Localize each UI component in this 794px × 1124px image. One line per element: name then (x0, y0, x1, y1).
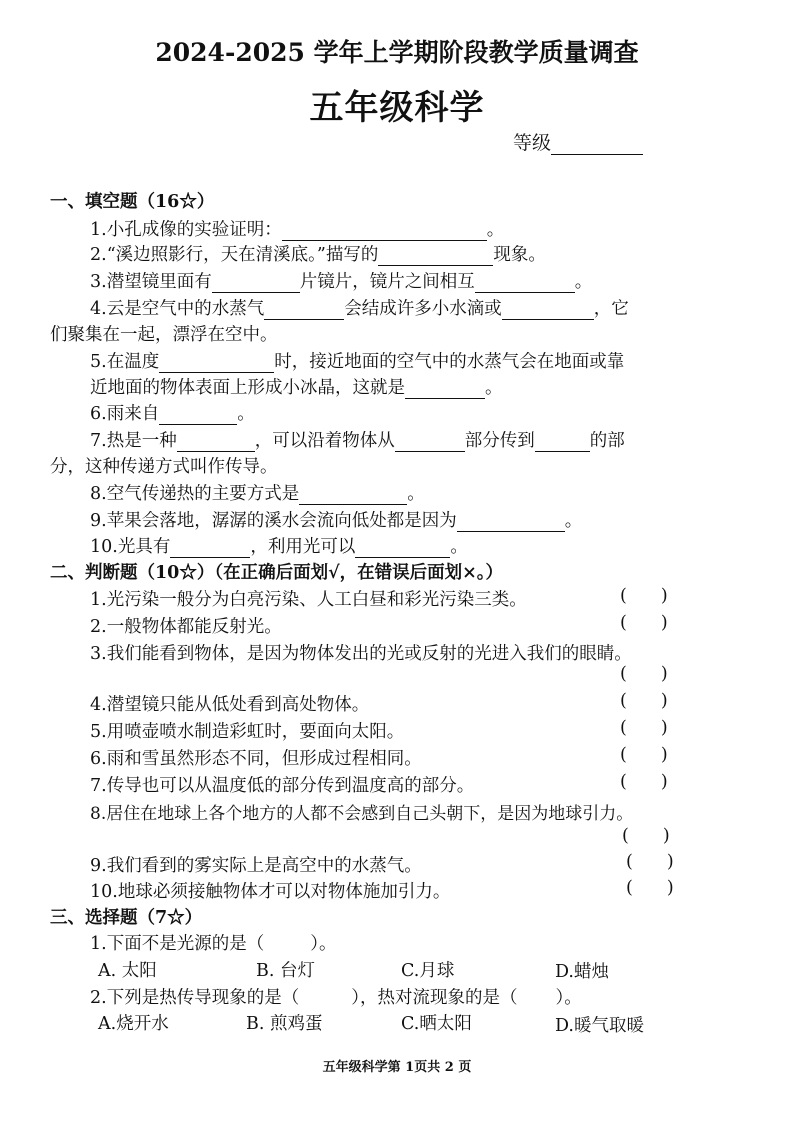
fill-q1-end: 。 (486, 220, 505, 240)
paren-close: ) (662, 826, 670, 846)
grade-label: 等级 (513, 132, 552, 154)
choice-q2-option-d[interactable]: D.暖气取暖 (555, 1016, 644, 1036)
choice-q2-text: 2.下列是热传导现象的是（ (90, 988, 300, 1008)
fill-q8-text: 8.空气传递热的主要方式是 (90, 484, 300, 504)
page-footer: 五年级科学第 1页共 2 页 (322, 1060, 472, 1075)
fill-q7-blank-1[interactable] (177, 434, 255, 452)
paren-close: ) (660, 772, 668, 792)
section2-heading: 二、判断题（10☆）（在正确后面划√，在错误后面划×。） (50, 563, 504, 583)
paren-open: ( (620, 664, 627, 684)
choice-q2-mid: ），热对流现象的是（ (351, 988, 518, 1008)
paren-open: ( (626, 878, 633, 898)
judge-item-1: 1.光污染一般分为白亮污染、人工白昼和彩光污染三类。 (90, 590, 527, 610)
fill-q4-blank-1[interactable] (264, 302, 344, 320)
judge-answer-4[interactable] (620, 691, 668, 711)
exam-title: 2024-2025 学年上学期阶段教学质量调查 (155, 38, 639, 67)
fill-q7-text: 7.热是一种 (90, 431, 177, 451)
fill-q2-end: 现象。 (493, 245, 546, 265)
choice-q2-end: ）。 (555, 988, 582, 1008)
choice-q1 (90, 930, 336, 955)
fill-q5-end: 。 (485, 378, 503, 398)
section3-heading: 三、选择题（7☆） (50, 908, 203, 928)
fill-q2-blank[interactable] (378, 248, 493, 266)
judge-item-9: 9.我们看到的雾实际上是高空中的水蒸气。 (90, 856, 422, 876)
judge-answer-5[interactable] (620, 718, 668, 738)
fill-q7-end: 的部 (589, 431, 625, 451)
paren-open: ( (620, 718, 627, 738)
paren-open: ( (620, 691, 627, 711)
judge-answer-10[interactable] (626, 878, 674, 898)
judge-answer-1[interactable] (620, 586, 668, 606)
fill-q8-blank[interactable] (299, 487, 407, 505)
fill-q3-blank-2[interactable] (475, 275, 575, 293)
fill-q4-end: ，它 (593, 299, 629, 319)
paren-close: ) (660, 586, 668, 606)
judge-answer-6[interactable] (620, 745, 668, 765)
fill-q4-text: 4.云是空气中的水蒸气 (90, 299, 265, 319)
grade-blank[interactable] (551, 136, 643, 155)
fill-q1 (90, 216, 504, 241)
fill-q7-cont: 分，这种传递方式叫作传导。 (50, 457, 278, 477)
paren-open: ( (620, 613, 627, 633)
judge-item-3: 3.我们能看到物体，是因为物体发出的光或反射的光进入我们的眼睛。 (90, 644, 632, 664)
fill-q10-blank-2[interactable] (355, 540, 450, 558)
fill-q5-text: 5.在温度 (90, 352, 160, 372)
paren-open: ( (622, 826, 629, 846)
fill-q8-end: 。 (407, 484, 425, 504)
fill-q10-blank-1[interactable] (170, 540, 250, 558)
judge-answer-3[interactable] (620, 664, 668, 684)
fill-q6-blank[interactable] (159, 407, 237, 425)
fill-q6-end: 。 (237, 404, 255, 424)
section1-heading: 一、填空题（16☆） (50, 192, 215, 212)
fill-q9 (90, 507, 582, 532)
exam-subtitle: 五年级科学 (309, 88, 485, 128)
fill-q3-text: 3.潜望镜里面有 (90, 272, 212, 292)
fill-q10 (90, 533, 468, 558)
judge-item-10: 10.地球必须接触物体才可以对物体施加引力。 (90, 882, 451, 902)
fill-q8 (90, 480, 425, 505)
judge-item-4: 4.潜望镜只能从低处看到高处物体。 (90, 695, 370, 715)
paren-close: ) (660, 718, 668, 738)
fill-q3-end: 。 (574, 272, 593, 292)
judge-answer-7[interactable] (620, 772, 668, 792)
paren-close: ) (660, 691, 668, 711)
fill-q5-cont (90, 374, 503, 399)
choice-q1-option-d[interactable]: D.蜡烛 (555, 962, 609, 982)
fill-q7-mid-1: ，可以沿着物体从 (254, 431, 395, 451)
fill-q10-mid: ，利用光可以 (250, 537, 356, 557)
fill-q2-text: 2.“溪边照影行，天在清溪底。”描写的 (90, 245, 379, 265)
fill-q7-mid-2: 部分传到 (464, 431, 535, 451)
fill-q4-mid: 会结成许多小水滴或 (344, 299, 502, 319)
fill-q7 (90, 427, 625, 452)
choice-q2-option-c[interactable]: C.晒太阳 (401, 1014, 472, 1034)
fill-q3-blank-1[interactable] (212, 275, 300, 293)
judge-answer-8[interactable] (622, 826, 670, 846)
fill-q6-text: 6.雨来自 (90, 404, 160, 424)
paren-close: ) (660, 664, 668, 684)
grade-field (513, 128, 643, 155)
fill-q4 (90, 295, 629, 320)
fill-q7-blank-2[interactable] (395, 434, 465, 452)
judge-answer-2[interactable] (620, 613, 668, 633)
paren-close: ) (660, 613, 668, 633)
paren-close: ) (660, 745, 668, 765)
judge-item-7: 7.传导也可以从温度低的部分传到温度高的部分。 (90, 776, 475, 796)
judge-item-5: 5.用喷壶喷水制造彩虹时，要面向太阳。 (90, 722, 405, 742)
judge-item-8: 8.居住在地球上各个地方的人都不会感到自己头朝下，是因为地球引力。 (90, 804, 634, 824)
choice-q1-option-c[interactable]: C.月球 (401, 961, 455, 981)
fill-q3-mid: 片镜片，镜片之间相互 (299, 272, 475, 292)
fill-q6 (90, 400, 255, 425)
paren-close: ) (666, 852, 674, 872)
paren-close: ) (666, 878, 674, 898)
paren-open: ( (626, 852, 633, 872)
choice-q1-option-a[interactable]: A. 太阳 (98, 961, 157, 981)
fill-q4-cont: 们聚集在一起，漂浮在空中。 (50, 325, 278, 345)
paren-open: ( (620, 745, 627, 765)
fill-q10-text: 10.光具有 (90, 537, 171, 557)
choice-q2 (90, 984, 582, 1009)
fill-q2 (90, 241, 546, 266)
judge-answer-9[interactable] (626, 852, 674, 872)
fill-q9-text: 9.苹果会落地，潺潺的溪水会流向低处都是因为 (90, 511, 457, 531)
fill-q5-blank-2[interactable] (405, 381, 485, 399)
judge-item-6: 6.雨和雪虽然形态不同，但形成过程相同。 (90, 749, 422, 769)
fill-q5-cont-text: 近地面的物体表面上形成小冰晶，这就是 (90, 378, 405, 398)
choice-q2-option-a[interactable]: A.烧开水 (98, 1014, 169, 1034)
fill-q1-blank[interactable] (282, 223, 487, 241)
choice-q1-text: 1.下面不是光源的是（ (90, 934, 265, 954)
fill-q5 (90, 348, 624, 373)
paren-open: ( (620, 586, 627, 606)
choice-q1-end: ）。 (310, 934, 337, 954)
fill-q1-text: 1.小孔成像的实验证明： (90, 220, 282, 240)
judge-item-2: 2.一般物体都能反射光。 (90, 617, 282, 637)
choice-q1-option-b[interactable]: B. 台灯 (256, 961, 315, 981)
fill-q10-end: 。 (450, 537, 468, 557)
fill-q4-blank-2[interactable] (502, 302, 594, 320)
fill-q9-end: 。 (564, 511, 583, 531)
fill-q5-mid: 时，接近地面的空气中的水蒸气会在地面或靠 (274, 352, 625, 372)
fill-q7-blank-3[interactable] (535, 434, 590, 452)
fill-q5-blank-1[interactable] (159, 355, 274, 373)
fill-q9-blank[interactable] (457, 514, 565, 532)
choice-q2-option-b[interactable]: B. 煎鸡蛋 (246, 1014, 323, 1034)
paren-open: ( (620, 772, 627, 792)
fill-q3 (90, 268, 592, 293)
